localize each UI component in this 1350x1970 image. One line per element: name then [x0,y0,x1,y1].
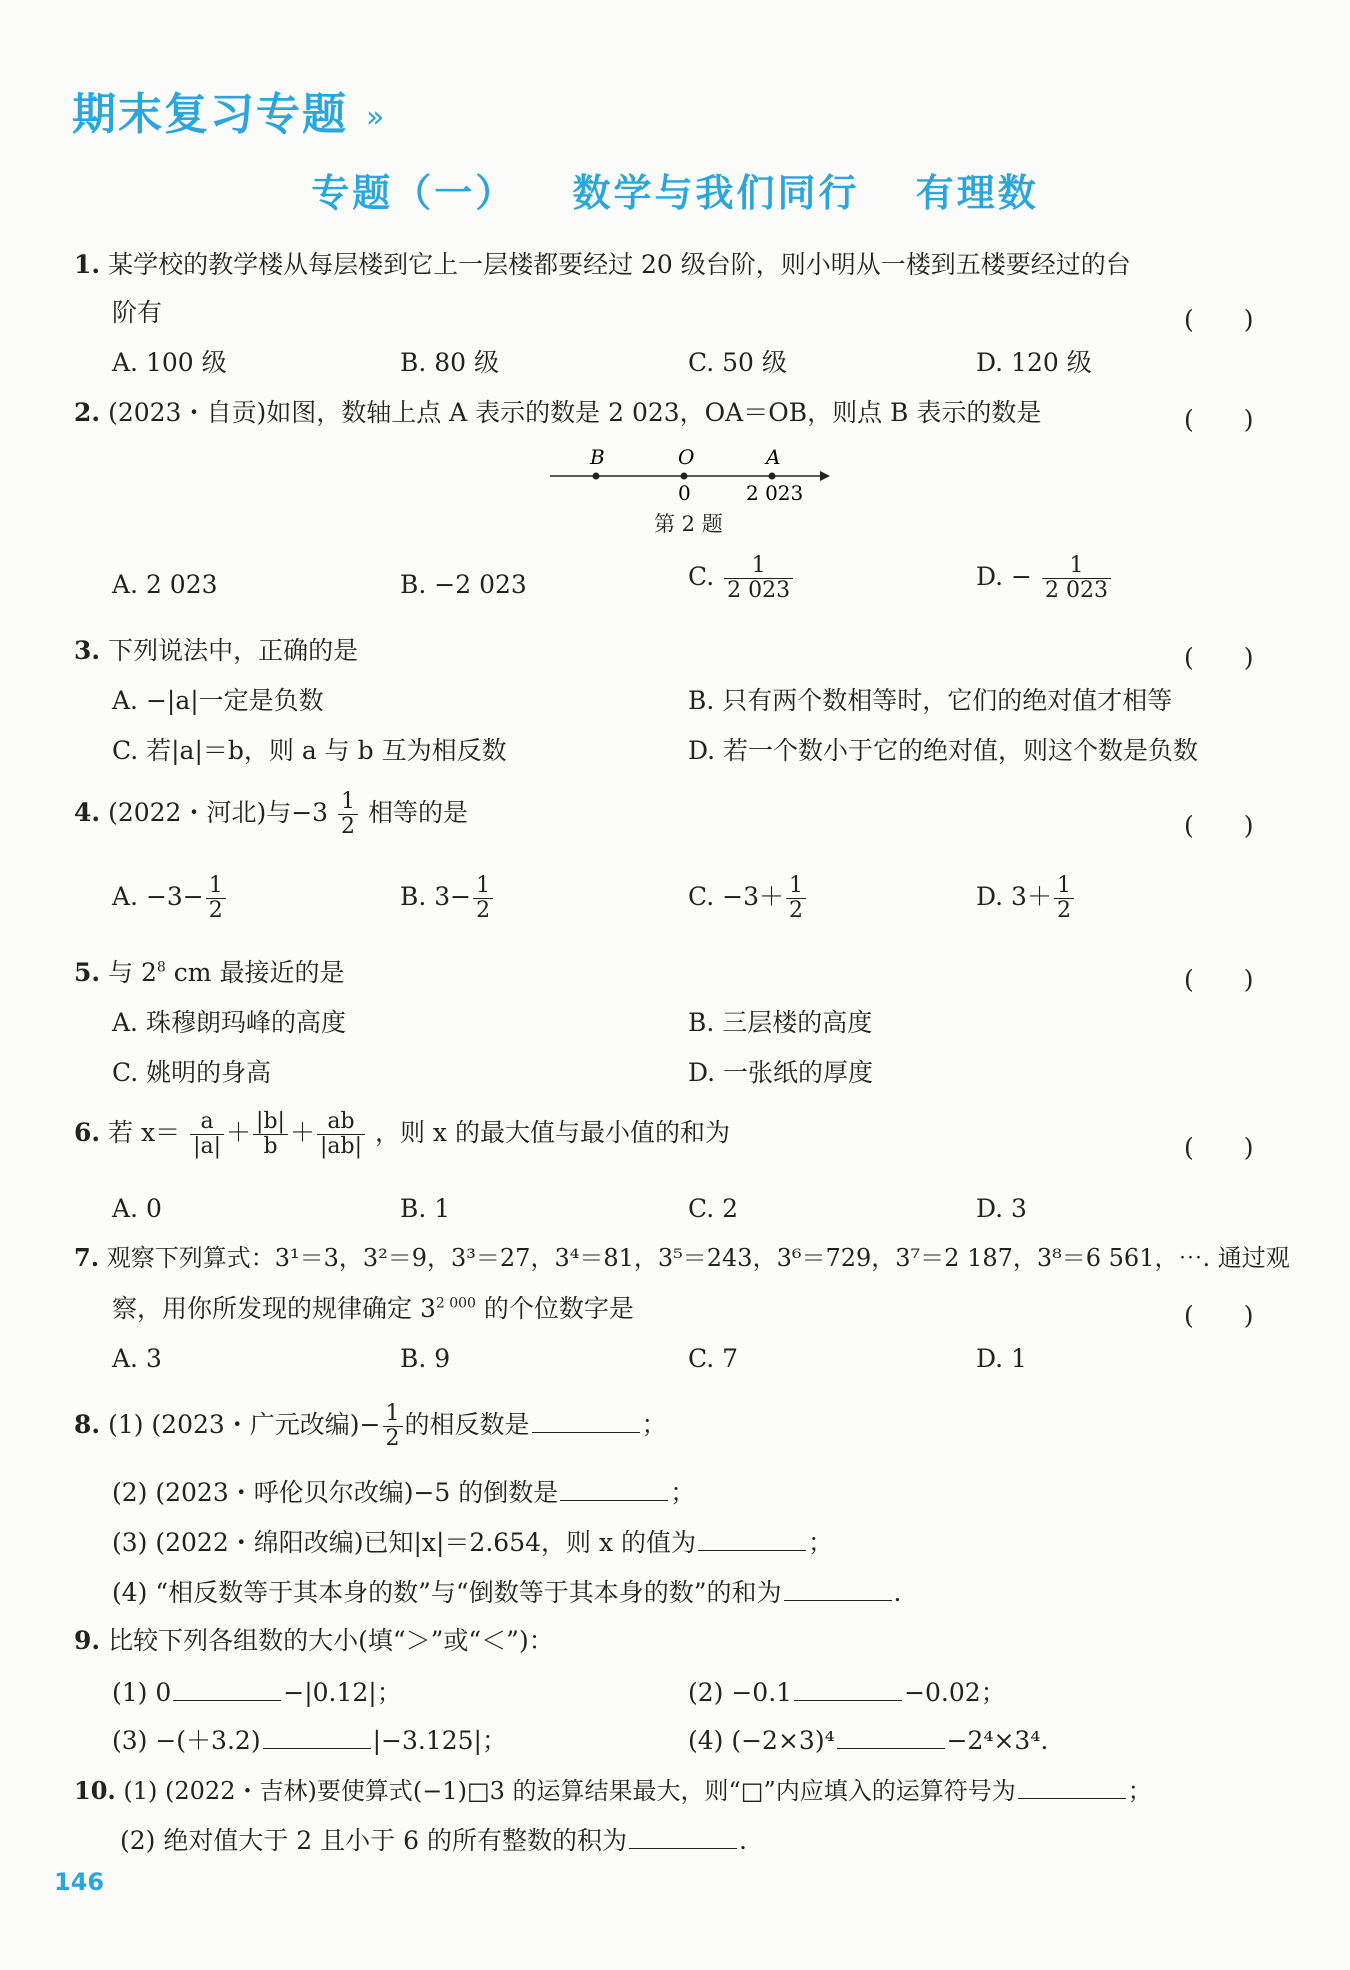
option-a: A. 0 [112,1194,162,1223]
punctuation: ； [641,1410,667,1440]
question-text: ，则 x 的最大值与最小值的和为 [374,1118,730,1148]
option-a: A. 2 023 [112,570,218,599]
option-b: B. 三层楼的高度 [688,1008,873,1037]
question-1-line2: 阶有 [112,298,163,327]
option-a: A. 3 [112,1344,162,1373]
point-b [593,473,600,480]
exponent: 2 000 [435,1295,476,1312]
answer-blank[interactable] [560,1478,668,1501]
option-c: C. 7 [688,1344,739,1373]
page-number: 146 [54,1868,105,1896]
answer-blank[interactable] [837,1726,945,1749]
option-b: B. 只有两个数相等时，它们的绝对值才相等 [688,686,1173,715]
punctuation: ； [1127,1777,1152,1805]
question-9-part-4 [688,1726,1048,1753]
question-text: 的相反数是 [404,1410,530,1440]
option-d: D. 若一个数小于它的绝对值，则这个数是负数 [688,736,1199,765]
question-text: (2) 绝对值大于 2 且小于 6 的所有整数的积为 [120,1826,627,1855]
question-text: (1) (2022・吉林)要使算式(−1)□3 的运算结果最大，则“□”内应填入的运算符号为 [123,1777,1016,1805]
fraction: $\frac{1}{2 023}$ [724,554,793,603]
option-c: C. 若|a|＝b，则 a 与 b 互为相反数 [112,736,507,765]
question-text: −|0.12|； [283,1678,402,1707]
option-c: C. 50 级 [688,348,787,377]
double-chevron-icon: » [366,100,385,135]
option-label: B. 3− [400,882,472,912]
arrow-right-icon [820,471,830,481]
answer-blank[interactable] [263,1726,371,1749]
option-label: C. −3＋ [688,882,784,912]
topic-subject: 有理数 [915,171,1039,215]
question-text: 观察下列算式：3¹＝3，3²＝9，3³＝27，3⁴＝81，3⁵＝243，3⁶＝729，3⁷＝2 187，3⁸＝6 561，⋯. 通过观 [106,1244,1290,1272]
option-b: B. 1 [400,1194,451,1223]
question-8-part-3 [112,1528,833,1555]
question-text: cm 最接近的是 [165,958,345,987]
figure-caption: 第 2 题 [654,512,723,536]
question-text: 比较下列各组数的大小(填“＞”或“＜”)： [108,1626,554,1655]
punctuation: . [893,1578,902,1607]
fraction: $\frac{1}{2}$ [383,1402,403,1451]
plus-sign: ＋ [226,1118,252,1148]
question-text: 与 2 [108,958,157,987]
answer-bracket: ( ) [1184,965,1254,994]
option-a: A. 100 级 [112,348,227,377]
question-text: (1) (2023・广元改编)− [108,1410,381,1440]
option-d [976,554,1113,603]
question-10-part-1 [74,1776,1152,1803]
question-text: (2) −0.1 [688,1678,793,1707]
question-9 [74,1628,554,1653]
question-1 [74,252,1131,277]
answer-blank[interactable] [532,1410,640,1433]
answer-bracket: ( ) [1184,1133,1254,1162]
question-number: 5. [74,958,101,987]
answer-bracket: ( ) [1184,405,1254,434]
topic-subtitle: 数学与我们同行 [572,171,860,215]
option-c: C. 2 [688,1194,739,1223]
fraction: $\frac{1}{2}$ [1054,874,1074,923]
question-10-part-2 [120,1826,747,1853]
question-6 [74,1110,730,1159]
tick-label-zero: 0 [678,481,691,505]
option-a: A. −|a|一定是负数 [112,686,324,715]
answer-blank[interactable] [173,1678,281,1701]
question-text: (2023・自贡)如图，数轴上点 A 表示的数是 2 023，OA＝OB，则点 B 表示的数是 [108,398,1042,427]
fraction: $\frac{1}{2}$ [786,874,806,923]
question-text: −0.02； [904,1678,1006,1707]
option-c [688,874,808,923]
question-text: (2) (2023・呼伦贝尔改编)−5 的倒数是 [112,1478,559,1507]
fraction: $\frac{1}{2}$ [206,874,226,923]
option-d: D. 120 级 [976,348,1092,377]
section-header: 期末复习专题 [72,89,348,140]
option-b [400,874,495,923]
question-number: 6. [74,1118,101,1148]
question-9-part-1 [112,1678,402,1705]
option-a [112,874,228,923]
option-c: C. 姚明的身高 [112,1058,272,1087]
answer-bracket: ( ) [1184,643,1254,672]
fraction: $\frac{|b|}{b}$ [253,1110,288,1159]
answer-blank[interactable] [698,1528,806,1551]
option-d: D. 3 [976,1194,1027,1223]
question-text: (3) (2022・绵阳改编)已知|x|＝2.654，则 x 的值为 [112,1528,696,1557]
fraction: $\frac{1}{2}$ [473,874,493,923]
question-text: −2⁴×3⁴. [946,1726,1049,1755]
question-number: 1. [74,250,101,279]
question-8-part-1 [74,1402,667,1451]
answer-bracket: ( ) [1184,305,1254,334]
question-text: 下列说法中，正确的是 [108,636,359,665]
option-b: B. −2 023 [400,570,527,599]
punctuation: ； [670,1478,696,1507]
answer-blank[interactable] [1018,1776,1126,1799]
answer-blank[interactable] [794,1678,902,1701]
question-text: (1) 0 [112,1678,172,1707]
question-3 [74,638,358,663]
option-b: B. 80 级 [400,348,500,377]
question-number: 10. [74,1776,116,1805]
question-8-part-4 [112,1578,901,1605]
answer-bracket: ( ) [1184,811,1254,840]
question-2 [74,400,1041,425]
option-a: A. 珠穆朗玛峰的高度 [112,1008,346,1037]
answer-blank[interactable] [629,1826,737,1849]
number-line-figure [540,440,840,510]
question-text: 的个位数字是 [475,1294,634,1323]
answer-blank[interactable] [784,1578,892,1601]
tick-label-a: 2 023 [746,481,804,505]
point-a [769,473,776,480]
question-number: 2. [74,398,101,427]
option-d: D. 一张纸的厚度 [688,1058,874,1087]
question-5 [74,960,344,985]
topic-label: 专题（一） [311,171,517,215]
question-text: (2022・河北)与−3 [108,798,329,828]
topic-title [0,162,1350,217]
question-number: 8. [74,1410,101,1440]
question-number: 4. [74,798,101,828]
question-text: 某学校的教学楼从每层楼到它上一层楼都要经过 20 级台阶，则小明从一楼到五楼要经过的台 [108,250,1131,279]
label-a: A [766,445,781,469]
option-label: C. [688,562,715,592]
question-text: 若 x＝ [108,1118,181,1148]
question-text: 相等的是 [367,798,468,828]
question-7 [74,1243,1290,1272]
punctuation: . [738,1826,747,1855]
question-text: (4) “相反数等于其本身的数”与“倒数等于其本身的数”的和为 [112,1578,782,1607]
option-label: A. −3− [112,882,204,912]
point-o [681,473,688,480]
question-text: (4) (−2×3)⁴ [688,1726,835,1755]
option-b: B. 9 [400,1344,451,1373]
option-c [688,554,795,603]
question-7-line2 [112,1296,634,1321]
plus-sign: ＋ [289,1118,315,1148]
exponent: 8 [156,959,166,976]
question-text: |−3.125|； [372,1726,507,1755]
question-number: 9. [74,1626,101,1655]
option-label: D. − [976,562,1032,592]
option-label: D. 3＋ [976,882,1052,912]
question-number: 3. [74,636,101,665]
question-text: 察，用你所发现的规律确定 3 [112,1294,436,1323]
question-text: (3) −(＋3.2) [112,1726,261,1755]
option-d [976,874,1076,923]
label-b: B [590,445,605,469]
question-number: 7. [74,1243,100,1272]
fraction: $\frac{1}{2 023}$ [1042,554,1111,603]
label-o: O [678,445,695,469]
option-d: D. 1 [976,1344,1027,1373]
question-8-part-2 [112,1478,695,1505]
fraction: $\frac{a}{|a|}$ [190,1110,224,1159]
punctuation: ； [808,1528,834,1557]
fraction: $\frac{1}{2}$ [338,790,358,839]
answer-bracket: ( ) [1184,1301,1254,1330]
question-9-part-2 [688,1678,1006,1705]
fraction: $\frac{ab}{|ab|}$ [317,1110,365,1159]
question-9-part-3 [112,1726,507,1753]
question-4 [74,790,468,839]
